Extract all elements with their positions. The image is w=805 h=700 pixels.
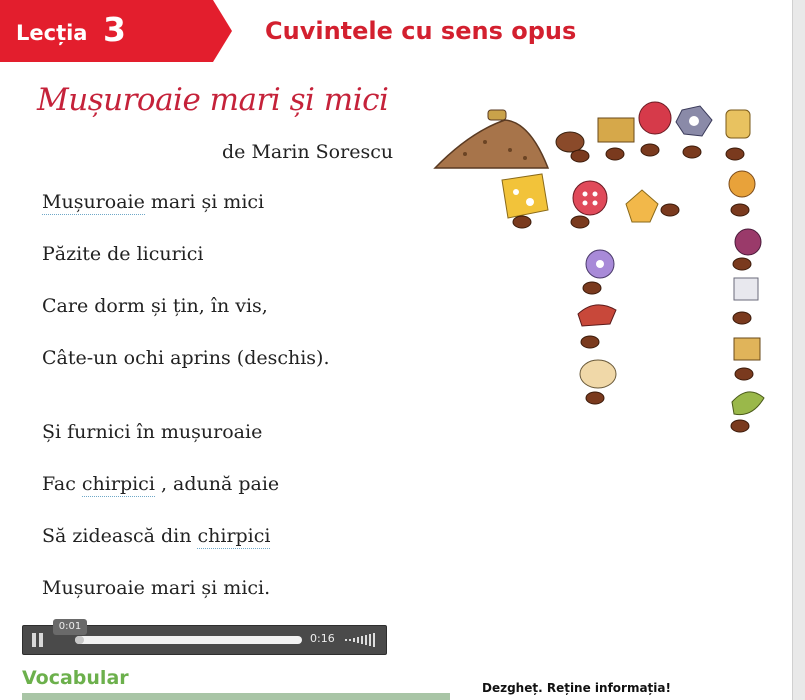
vocabulary-panel[interactable] [22, 693, 450, 700]
pause-bar [39, 633, 43, 647]
audio-progress-fill [75, 636, 84, 644]
vocabulary-heading: Vocabular [22, 667, 129, 689]
poem-title: Mușuroaie mari și mici [37, 82, 389, 118]
lesson-label: Lecția [16, 21, 88, 45]
audio-progress-track[interactable] [75, 636, 302, 644]
verse-line: Păzite de licurici [42, 243, 204, 265]
current-time-tooltip: 0:01 [53, 619, 87, 635]
verse-line: Câte-un ochi aprins (deschis). [42, 347, 330, 369]
pause-bar [32, 633, 36, 647]
verse-line [42, 473, 279, 495]
verse-text: Fac [42, 473, 82, 495]
lesson-tab [0, 0, 232, 62]
glossary-word-musuroaie[interactable]: Mușuroaie [42, 191, 145, 213]
lesson-number: 3 [103, 10, 126, 49]
glossary-word-chirpici[interactable]: chirpici [81, 473, 155, 495]
verse-line: Și furnici în mușuroaie [42, 421, 263, 443]
right-scrollbar[interactable] [792, 0, 805, 700]
audio-player [22, 621, 387, 655]
info-tip: Dezgheț. Reține informația! [482, 681, 671, 695]
verse-text: , adună paie [154, 473, 280, 495]
verse-line: Care dorm și țin, în vis, [42, 295, 268, 317]
volume-icon[interactable] [345, 633, 379, 647]
verse-line [42, 525, 270, 547]
verse-line [42, 191, 264, 213]
poem-author: de Marin Sorescu [222, 141, 394, 163]
ants-illustration [430, 92, 770, 437]
glossary-word-chirpici[interactable]: chirpici [197, 525, 271, 547]
pause-button[interactable] [31, 633, 45, 647]
page-title: Cuvintele cu sens opus [265, 17, 577, 45]
total-time: 0:16 [310, 632, 335, 645]
verse-text: mari și mici [144, 191, 265, 213]
verse-text: Să zidească din [42, 525, 198, 547]
verse-line: Mușuroaie mari și mici. [42, 577, 271, 599]
